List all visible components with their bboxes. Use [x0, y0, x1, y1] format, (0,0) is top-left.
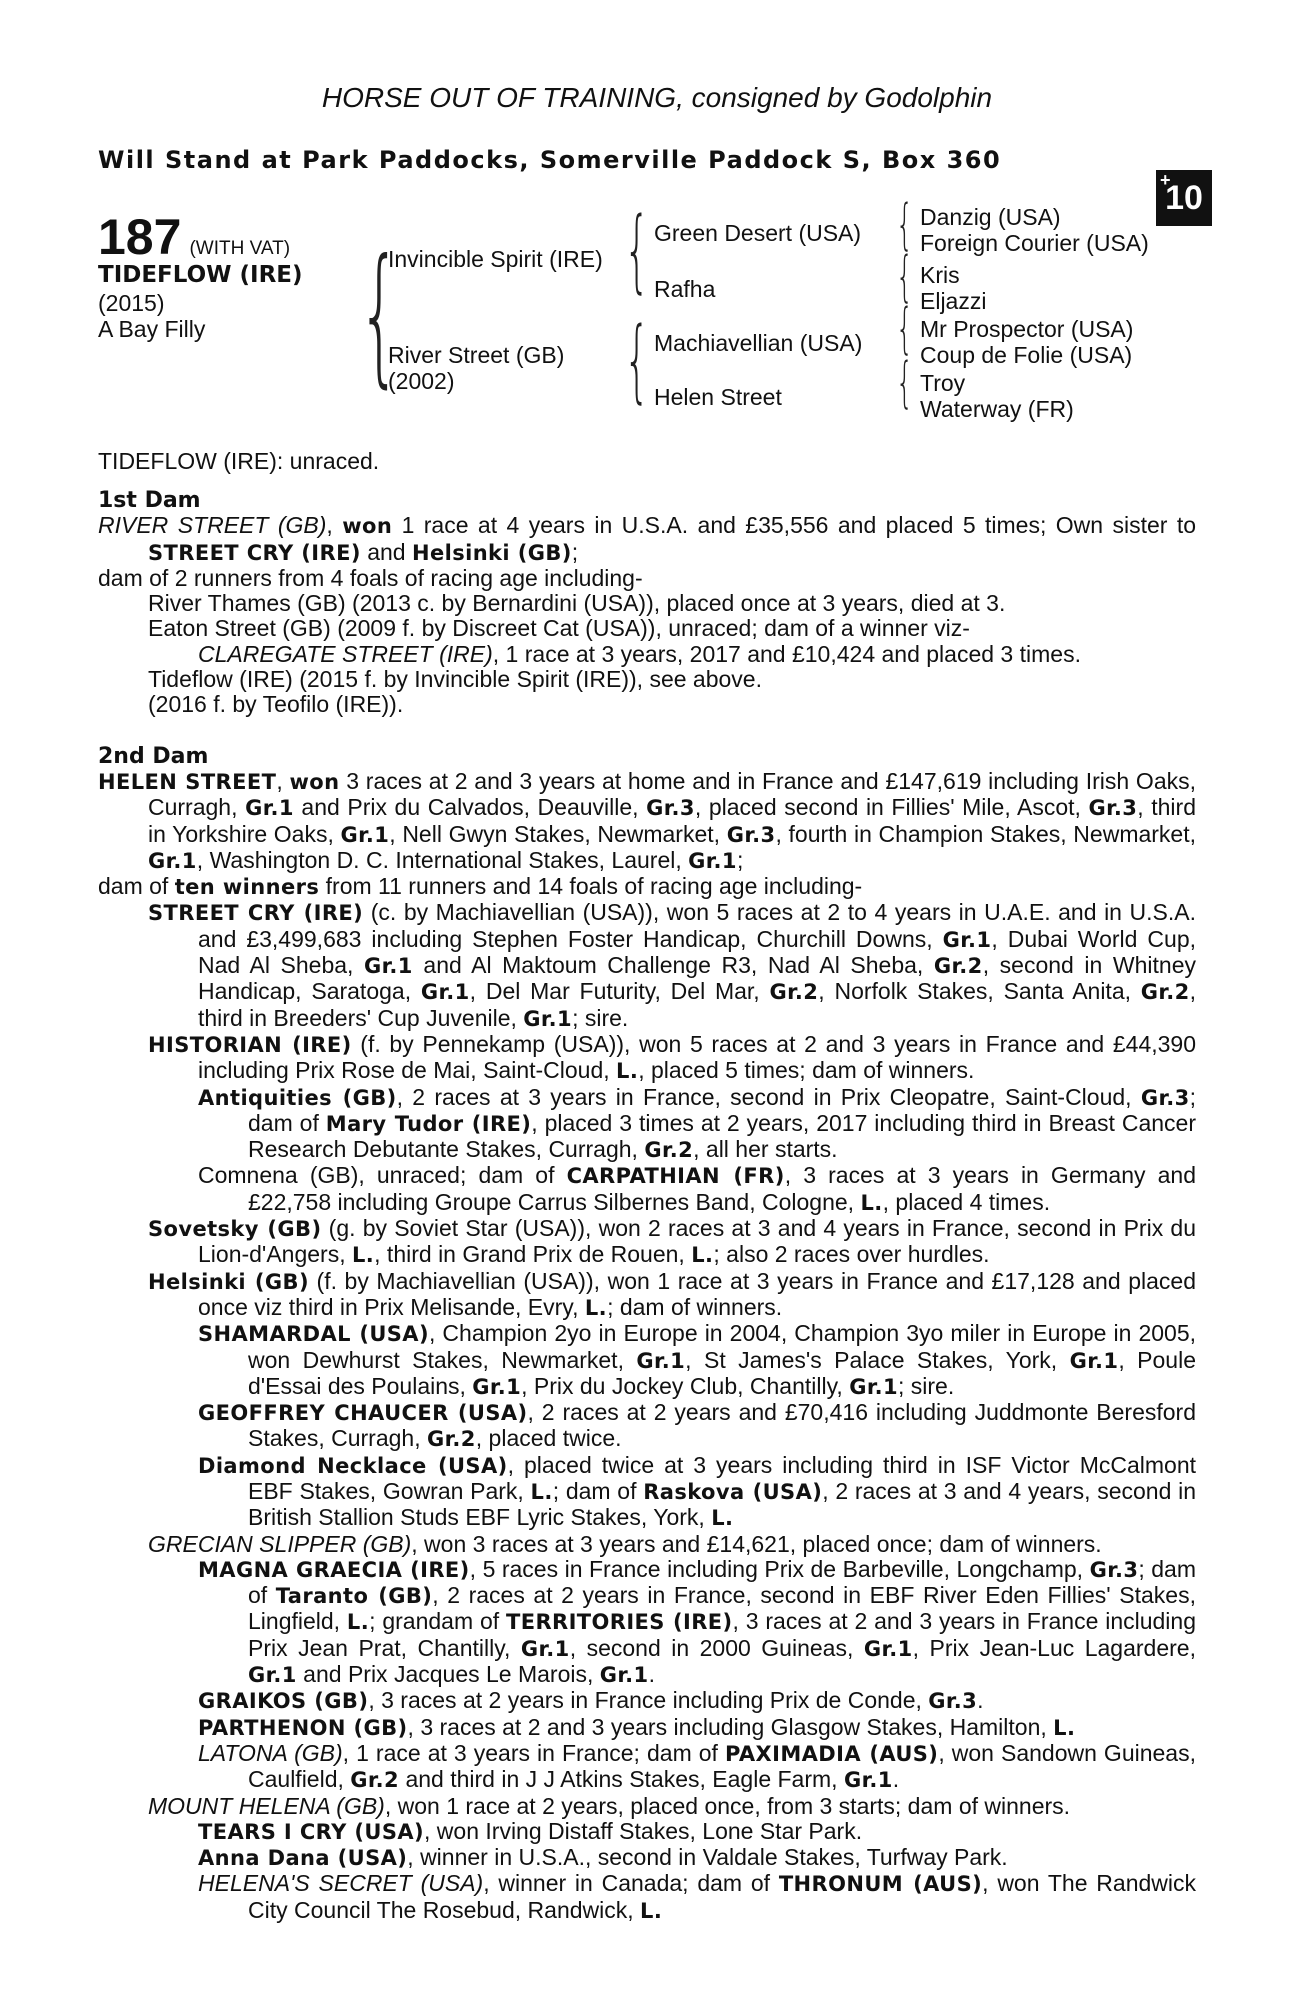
horse-name: MAGNA GRAECIA (IRE) [198, 1557, 470, 1582]
badge-plus: + [1160, 170, 1171, 190]
grade: L. [860, 1190, 883, 1215]
grade: Gr.1 [248, 1663, 297, 1688]
produce-entry [98, 1400, 1196, 1453]
grade: Gr.2 [769, 980, 819, 1005]
text: ; dam of [248, 1083, 1197, 1136]
text: , 3 races at 2 and 3 years in France including Prix Jean Prat, Chantilly, [248, 1608, 1196, 1661]
grade: Gr.2 [426, 1427, 476, 1452]
text: , Champion 2yo in Europe in 2004, Champion 3yo miler in Europe in 2005, won Dewhurst Stakes, Newmarket, [248, 1320, 1196, 1373]
text: , won 1 race at 2 years, placed once, from 3 starts; dam of winners. [384, 1792, 1071, 1819]
pedigree-brace-dam: { [624, 308, 650, 413]
first-dam-entry: RIVER STREET (GB), won 1 race at 4 years in U.S.A. and £35,556 and placed 5 times; Own sister to STREET CRY (IRE) and Helsinki (GB); [98, 512, 1196, 565]
text: , 2 races at 3 years in France, second in Prix Cleopatre, Saint-Cloud, [396, 1083, 1141, 1110]
text: (f. by Machiavellian (USA)), won 1 race at 3 years in France and £17,128 and placed once viz third in Prix Melisande, Evry, [198, 1267, 1196, 1320]
won-label: won [342, 514, 393, 539]
produce-entry [98, 1216, 1196, 1269]
produce-entry [98, 1085, 1196, 1164]
horse-name: GEOFFREY CHAUCER (USA) [198, 1401, 528, 1426]
text: , 1 race at 3 years, 2017 and £10,424 and placed 3 times. [492, 640, 1081, 667]
horse-name: Taranto (GB) [275, 1584, 433, 1609]
text: dam of [98, 873, 175, 900]
text: ; dam of winners. [607, 1293, 783, 1320]
produce-entry: Tideflow (IRE) (2015 f. by Invincible Spirit (IRE)), see above. [148, 666, 762, 693]
text: . [892, 1766, 900, 1793]
pedigree-g3: Kris [920, 262, 960, 288]
grade: Gr.3 [1089, 1557, 1139, 1582]
badge-number: 10 [1165, 178, 1203, 217]
pedigree-dam: River Street (GB) [388, 342, 565, 368]
text: , 3 races at 2 years in France including Prix de Conde, [368, 1687, 929, 1714]
produce-entry [98, 1453, 1196, 1532]
horse-name: Sovetsky (GB) [148, 1217, 322, 1242]
text: and Prix du Calvados, Deauville, [293, 794, 647, 821]
horse-name: Diamond Necklace (USA) [198, 1453, 508, 1478]
produce-entry [98, 1321, 1196, 1400]
grade: L. [351, 1243, 375, 1268]
grade: Gr.1 [1069, 1348, 1119, 1373]
pedigree-sire: Invincible Spirit (IRE) [388, 246, 603, 272]
produce-entry: (2016 f. by Teofilo (IRE)). [148, 691, 404, 718]
grade: Gr.1 [148, 848, 197, 873]
horse-name: GRECIAN SLIPPER (GB) [148, 1530, 412, 1557]
text: . [977, 1687, 984, 1714]
text: , won The Randwick City Council The Rosebud, Randwick, [248, 1870, 1196, 1923]
second-dam-produce-summary [98, 874, 1196, 900]
text: , third in Breeders' Cup Juvenile, [198, 978, 1196, 1031]
text: , placed second in Fillies' Mile, Ascot, [694, 794, 1089, 821]
text: 1 race at 4 years in U.S.A. and £35,556 and placed 5 times; Own sister to [392, 512, 1196, 539]
page-header-title: HORSE OUT OF TRAINING, consigned by Godolphin [321, 82, 993, 113]
horse-name: Helsinki (GB) [148, 1269, 309, 1294]
grade: Gr.2 [933, 954, 983, 979]
brace-g3: { [896, 297, 914, 360]
text: , 2 races at 3 and 4 years, second in British Stallion Studs EBF Lyric Stakes, York, [248, 1477, 1196, 1531]
first-dam-produce-summary: dam of 2 runners from 4 foals of racing age including- [98, 564, 643, 591]
grade: L. [691, 1243, 714, 1268]
text: , Norfolk Stakes, Santa Anita, [818, 978, 1141, 1005]
text: , all her starts. [693, 1136, 838, 1163]
produce-entry [98, 1163, 1196, 1216]
text: , placed twice at 3 years including third in ISF Victor McCalmont EBF Stakes, Gowran Park, [248, 1451, 1196, 1504]
horse-name: Antiquities (GB) [198, 1085, 397, 1110]
produce-entry [98, 1794, 1196, 1819]
section-heading-second-dam: 2nd Dam [98, 743, 209, 769]
text: , won Sandown Guineas, Caulfield, [248, 1739, 1196, 1793]
pedigree-dam-sire: Machiavellian (USA) [654, 330, 863, 356]
pedigree-g4: Eljazzi [920, 288, 987, 314]
horse-name: STREET CRY (IRE) [148, 540, 361, 565]
produce-entry [98, 1819, 1196, 1845]
text: , 1 race at 3 years in France; dam of [342, 1739, 725, 1766]
text: ; dam of [552, 1477, 644, 1504]
produce-entry [98, 1845, 1196, 1871]
brace-g1: { [896, 193, 914, 256]
grade: L. [346, 1610, 370, 1635]
text: , Washington D. C. International Stakes, Laurel, [196, 846, 689, 873]
grade: Gr.1 [340, 822, 390, 847]
grade: Gr.2 [644, 1138, 694, 1163]
grade: L. [640, 1898, 663, 1923]
text: , second in 2000 Guineas, [569, 1634, 864, 1661]
text: , placed twice. [475, 1425, 622, 1452]
pedigree-dam-year: (2002) [388, 368, 455, 394]
pedigree-sire-dam: Rafha [654, 276, 716, 302]
pedigree-g8: Waterway (FR) [920, 396, 1074, 422]
grade: Gr.3 [1088, 796, 1138, 821]
grade: Gr.3 [726, 822, 776, 847]
grade: Gr.2 [350, 1768, 400, 1793]
winners-count: ten winners [174, 875, 320, 900]
grade: Gr.1 [843, 1768, 893, 1793]
pedigree-dam-dam: Helen Street [654, 384, 782, 410]
pedigree-brace-sire: { [624, 198, 650, 303]
pedigree-notes [98, 488, 1196, 1924]
text: from 11 runners and 14 foals of racing age including- [319, 873, 863, 900]
text: Comnena (GB), unraced; dam of [198, 1162, 567, 1189]
horse-name: LATONA (GB) [198, 1739, 343, 1766]
pedigree-g2: Foreign Courier (USA) [920, 230, 1149, 256]
text: , winner in U.S.A., second in Valdale Stakes, Turfway Park. [407, 1844, 1008, 1871]
pedigree-g6: Coup de Folie (USA) [920, 342, 1133, 368]
horse-name: TERRITORIES (IRE) [505, 1610, 733, 1635]
text: , 2 races at 2 years and £70,416 including Juddmonte Beresford Stakes, Curragh, [248, 1399, 1196, 1452]
text: and Prix Jacques Le Marois, [296, 1661, 600, 1688]
text: , placed 5 times; dam of winners. [638, 1057, 975, 1084]
text: , won Irving Distaff Stakes, Lone Star Park. [424, 1817, 863, 1844]
produce-entry [98, 1741, 1196, 1794]
horse-name: CARPATHIAN (FR) [566, 1164, 785, 1189]
text: 3 races at 2 and 3 years at home and in France and £147,619 including Irish Oaks, Curragh, [148, 767, 1196, 821]
produce-entry: Eaton Street (GB) (2009 f. by Discreet Cat (USA)), unraced; dam of a winner viz- [148, 615, 970, 642]
pedigree-g5: Mr Prospector (USA) [920, 316, 1134, 342]
text: , 2 races at 2 years in France, second in EBF River Eden Fillies' Stakes, Lingfield, [248, 1582, 1196, 1635]
vat-note: (WITH VAT) [189, 238, 291, 259]
text: , Prix du Jockey Club, Chantilly, [521, 1372, 850, 1399]
grade: L. [530, 1479, 553, 1504]
race-summary: TIDEFLOW (IRE): unraced. [98, 448, 380, 474]
grade: Gr.1 [520, 1636, 570, 1661]
lot-number: 187 [98, 209, 182, 265]
horse-name: THRONUM (AUS) [778, 1872, 983, 1897]
grade: L. [616, 1059, 639, 1084]
grade: Gr.1 [472, 1374, 522, 1399]
text: , Dubai World Cup, Nad Al Sheba, [198, 925, 1196, 979]
horse-name: TIDEFLOW (IRE) [98, 262, 303, 288]
lot-number-block [98, 208, 290, 266]
text: and [360, 538, 412, 565]
horse-name: Raskova (USA) [643, 1479, 823, 1504]
horse-name: GRAIKOS (GB) [198, 1689, 369, 1714]
grade: Gr.1 [942, 927, 992, 952]
text: (f. by Pennekamp (USA)), won 5 races at 2 and 3 years in France and £44,390 including Prix Rose de Mai, Saint-Cloud, [198, 1030, 1196, 1084]
horse-name: STREET CRY (IRE) [148, 901, 364, 926]
text: (g. by Soviet Star (USA)), won 2 races at 3 and 4 years in France, second in Prix du Lion-d'Angers, [198, 1215, 1196, 1268]
section-heading-first-dam: 1st Dam [98, 488, 201, 513]
grade: Gr.2 [1140, 980, 1190, 1005]
produce-entry [98, 1715, 1196, 1741]
grade: Gr.1 [245, 796, 294, 821]
text: , Poule d'Essai des Poulains, [248, 1346, 1197, 1399]
grade: Gr.1 [863, 1636, 913, 1661]
text: . [648, 1661, 655, 1688]
brace-g4: { [896, 351, 914, 414]
grade: Gr.1 [364, 954, 413, 979]
pedigree-sire-sire: Green Desert (USA) [654, 220, 862, 246]
grade: Gr.3 [928, 1689, 978, 1714]
horse-description: A Bay Filly [98, 316, 206, 342]
grade: Gr.1 [599, 1663, 649, 1688]
pedigree-g7: Troy [920, 370, 966, 396]
grade: Gr.3 [646, 796, 695, 821]
produce-entry [98, 1871, 1196, 1924]
won-label: won [289, 769, 340, 794]
text: , 5 races in France including Prix de Barbeville, Longchamp, [469, 1555, 1090, 1582]
horse-year: (2015) [98, 290, 165, 316]
text: , placed 4 times. [882, 1188, 1051, 1215]
produce-entry [98, 1269, 1196, 1322]
text: , second in Whitney Handicap, Saratoga, [198, 952, 1196, 1005]
produce-entry [98, 1688, 1196, 1714]
text: , Nell Gwyn Stakes, Newmarket, [389, 820, 727, 847]
text: , St James's Palace Stakes, York, [685, 1346, 1070, 1373]
text: ; also 2 races over hurdles. [713, 1241, 990, 1268]
text: ; dam of [248, 1555, 1196, 1609]
horse-name: HISTORIAN (IRE) [148, 1032, 352, 1057]
grade: L. [711, 1506, 734, 1531]
text: , Prix Jean-Luc Lagardere, [912, 1634, 1196, 1661]
horse-name: PARTHENON (GB) [198, 1715, 408, 1740]
horse-name: MOUNT HELENA (GB) [148, 1792, 385, 1819]
horse-name: HELENA'S SECRET (USA) [198, 1870, 484, 1897]
second-dam-entry: HELEN STREET, won 3 races at 2 and 3 years at home and in France and £147,619 including Irish Oaks, Curragh, Gr.1 and Prix du Calvados, Deauville, Gr.3, placed second in Fillies' Mile, Ascot, Gr.3, third in Yorkshire Oaks, Gr.1, Nell Gwyn Stakes, Newmarket, Gr.3, fourth in Champion Stakes, Newmarket, Gr.1, Washington D. C. International Stakes, Laurel, Gr.1; [98, 767, 1196, 873]
grade: L. [584, 1295, 608, 1320]
text: ; grandam of [369, 1608, 506, 1635]
text: , 3 races at 2 and 3 years including Glasgow Stakes, Hamilton, [407, 1713, 1054, 1740]
produce-entry: River Thames (GB) (2013 c. by Bernardini (USA)), placed once at 3 years, died at 3. [148, 590, 1006, 617]
horse-name: TEARS I CRY (USA) [198, 1819, 425, 1844]
grade: L. [1053, 1715, 1076, 1740]
brace-g2: { [896, 245, 914, 308]
produce-entry [98, 1532, 1196, 1557]
text: , won 3 races at 3 years and £14,621, placed once; dam of winners. [411, 1530, 1102, 1557]
pedigree-g1: Danzig (USA) [920, 204, 1061, 230]
grade: Gr.1 [523, 1006, 573, 1031]
text: and third in J J Atkins Stakes, Eagle Farm, [399, 1766, 844, 1793]
text: and Al Maktoum Challenge R3, Nad Al Sheba, [412, 952, 934, 979]
horse-name: CLAREGATE STREET (IRE) [198, 640, 493, 667]
text: ; sire. [897, 1372, 955, 1399]
dam-name: RIVER STREET (GB) [98, 512, 327, 539]
text: ; sire. [572, 1004, 629, 1031]
produce-entry [98, 900, 1196, 1031]
grade: Gr.1 [420, 980, 470, 1005]
grade: Gr.1 [636, 1348, 686, 1373]
lot-badge [1156, 170, 1212, 226]
dam-name: HELEN STREET [98, 769, 277, 794]
horse-name: Helsinki (GB) [411, 540, 572, 565]
text: , winner in Canada; dam of [483, 1870, 779, 1897]
grade: Gr.3 [1140, 1085, 1190, 1110]
grade: Gr.1 [688, 848, 737, 873]
horse-name: SHAMARDAL (USA) [198, 1322, 429, 1347]
grade: Gr.1 [849, 1374, 898, 1399]
pedigree-brace-main: { [358, 228, 401, 402]
text: ; [571, 538, 579, 565]
horse-name: PAXIMADIA (AUS) [725, 1741, 939, 1766]
text: ; [736, 846, 744, 873]
text: , placed 3 times at 2 years, 2017 including third in Breast Cancer Research Debutante Stakes, Curragh, [248, 1109, 1196, 1163]
produce-entry [98, 1032, 1196, 1085]
text: , 3 races at 3 years in Germany and £22,758 including Groupe Carrus Silbernes Band, Cologne, [248, 1162, 1196, 1215]
horse-name: Mary Tudor (IRE) [325, 1111, 532, 1136]
produce-entry [98, 642, 1196, 667]
text: , Del Mar Futurity, Del Mar, [469, 978, 770, 1005]
text: , fourth in Champion Stakes, Newmarket, [775, 820, 1196, 847]
text: , third in Grand Prix de Rouen, [374, 1241, 692, 1268]
produce-entry [98, 1557, 1196, 1688]
spacer [98, 718, 1196, 744]
horse-name: Anna Dana (USA) [198, 1846, 408, 1871]
text: (c. by Machiavellian (USA)), won 5 races at 2 to 4 years in U.A.E. and in U.S.A. and £3,499,683 including Stephen Foster Handicap, Churchill Downs, [198, 899, 1196, 952]
stand-location: Will Stand at Park Paddocks, Somerville Paddock S, Box 360 [98, 146, 1002, 174]
text: , third in Yorkshire Oaks, [148, 794, 1196, 847]
